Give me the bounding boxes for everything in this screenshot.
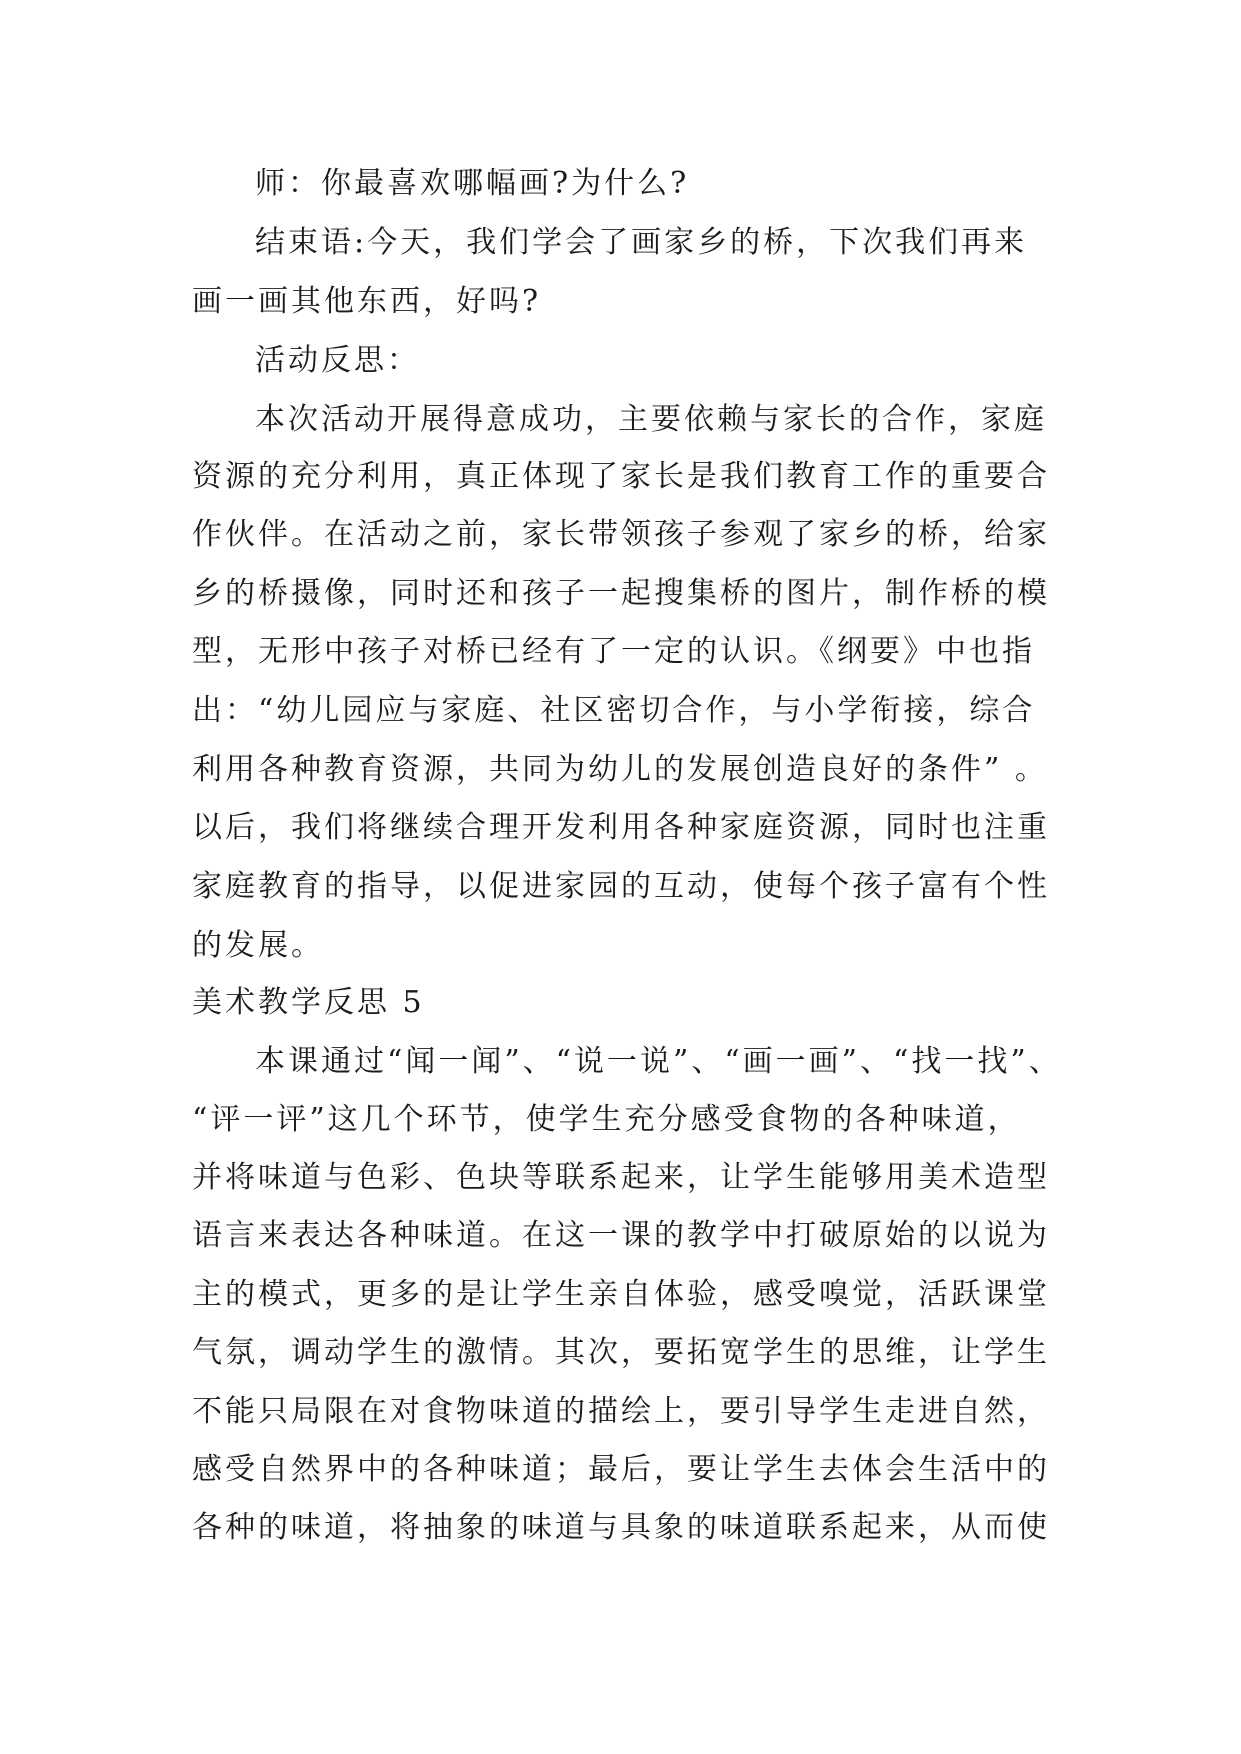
- text-line-6: 资源的充分利用，真正体现了家长是我们教育工作的重要合: [192, 459, 1050, 494]
- text-line-2: 结束语:今天，我们学会了画家乡的桥，下次我们再来: [255, 225, 1028, 260]
- text-line-4: 活动反思：: [255, 343, 420, 378]
- text-line-3: 画一画其他东西，好吗?: [192, 284, 542, 319]
- text-line-19: 语言来表达各种味道。在这一课的教学中打破原始的以说为: [192, 1218, 1050, 1253]
- text-line-10: 出：“幼儿园应与家庭、社区密切合作，与小学衔接，综合: [192, 693, 1036, 728]
- text-line-13: 家庭教育的指导，以促进家园的互动，使每个孩子富有个性: [192, 869, 1050, 904]
- text-line-1: 师：你最喜欢哪幅画?为什么?: [255, 166, 690, 201]
- text-line-14: 的发展。: [192, 928, 324, 963]
- text-line-23: 感受自然界中的各种味道；最后，要让学生去体会生活中的: [192, 1452, 1050, 1487]
- text-line-17: “评一评”这几个环节，使学生充分感受食物的各种味道，: [192, 1102, 1021, 1137]
- section-heading: 美术教学反思 5: [192, 985, 425, 1020]
- text-line-22: 不能只局限在对食物味道的描绘上，要引导学生走进自然，: [192, 1394, 1050, 1429]
- text-line-21: 气氛，调动学生的激情。其次，要拓宽学生的思维，让学生: [192, 1335, 1050, 1370]
- text-line-11: 利用各种教育资源，共同为幼儿的发展创造良好的条件” 。: [192, 752, 1048, 787]
- text-line-20: 主的模式，更多的是让学生亲自体验，感受嗅觉，活跃课堂: [192, 1277, 1050, 1312]
- text-line-5: 本次活动开展得意成功，主要依赖与家长的合作，家庭: [255, 402, 1047, 437]
- text-line-12: 以后，我们将继续合理开发利用各种家庭资源，同时也注重: [192, 810, 1050, 845]
- text-line-18: 并将味道与色彩、色块等联系起来，让学生能够用美术造型: [192, 1160, 1050, 1195]
- text-line-16: 本课通过“闻一闻”、“说一说”、“画一画”、“找一找”、: [255, 1044, 1062, 1079]
- text-line-24: 各种的味道，将抽象的味道与具象的味道联系起来，从而使: [192, 1510, 1050, 1545]
- text-line-8: 乡的桥摄像，同时还和孩子一起搜集桥的图片，制作桥的模: [192, 576, 1050, 611]
- text-line-9: 型，无形中孩子对桥已经有了一定的认识。《纲要》中也指: [192, 634, 1035, 669]
- text-line-7: 作伙伴。在活动之前，家长带领孩子参观了家乡的桥，给家: [192, 517, 1050, 552]
